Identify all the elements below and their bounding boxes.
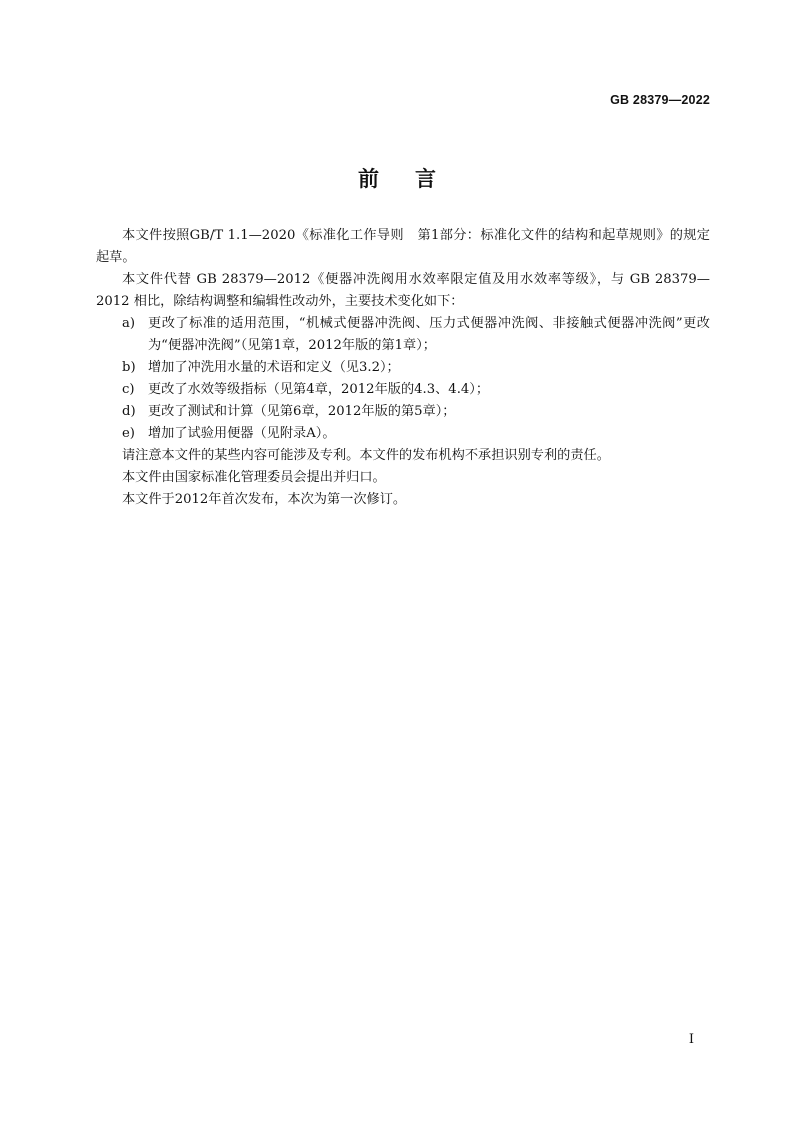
list-item bbox=[96, 423, 710, 445]
list-item-text: 增加了试验用便器（见附录A）。 bbox=[148, 426, 336, 441]
list-item-text: 更改了测试和计算（见第6章，2012年版的第5章）； bbox=[148, 404, 456, 419]
paragraph-drafting-rules: 本文件按照GB/T 1.1—2020《标准化工作导则 第1部分：标准化文件的结构和起草规则》的规定起草。 bbox=[96, 228, 710, 265]
standard-number: GB 28379—2022 bbox=[610, 93, 710, 107]
paragraph-proposer: 本文件由国家标准化管理委员会提出并归口。 bbox=[122, 470, 386, 485]
list-item-marker: c) bbox=[122, 382, 135, 397]
paragraph-patent-notice: 请注意本文件的某些内容可能涉及专利。本文件的发布机构不承担识别专利的责任。 bbox=[122, 448, 610, 463]
list-item-marker: d) bbox=[122, 404, 136, 419]
list-item-text: 增加了冲洗用水量的术语和定义（见3.2）； bbox=[148, 360, 400, 375]
list-item-text: 更改了水效等级指标（见第4章，2012年版的4.3、4.4）； bbox=[148, 382, 490, 397]
list-item bbox=[96, 401, 710, 423]
list-item bbox=[96, 379, 710, 401]
paragraph-history: 本文件于2012年首次发布，本次为第一次修订。 bbox=[122, 492, 407, 507]
page-number: I bbox=[688, 1032, 694, 1047]
list-item-marker: a) bbox=[122, 316, 136, 331]
title-char-2: 言 bbox=[415, 167, 436, 191]
list-item bbox=[96, 357, 710, 379]
list-item bbox=[96, 313, 710, 357]
page-title bbox=[0, 163, 794, 193]
title-char-1: 前 bbox=[358, 167, 379, 191]
list-item-marker: b) bbox=[122, 360, 136, 375]
list-item-marker: e) bbox=[122, 426, 135, 441]
foreword-body bbox=[96, 225, 710, 511]
paragraph-replaces: 本文件代替 GB 28379—2012《便器冲洗阀用水效率限定值及用水效率等级》，与 GB 28379—2012 相比，除结构调整和编辑性改动外，主要技术变化如下： bbox=[96, 272, 710, 309]
list-item-text: 更改了标准的适用范围，“机械式便器冲洗阀、压力式便器冲洗阀、非接触式便器冲洗阀”更改为“便器冲洗阀”（见第1章，2012年版的第1章）； bbox=[148, 316, 710, 353]
